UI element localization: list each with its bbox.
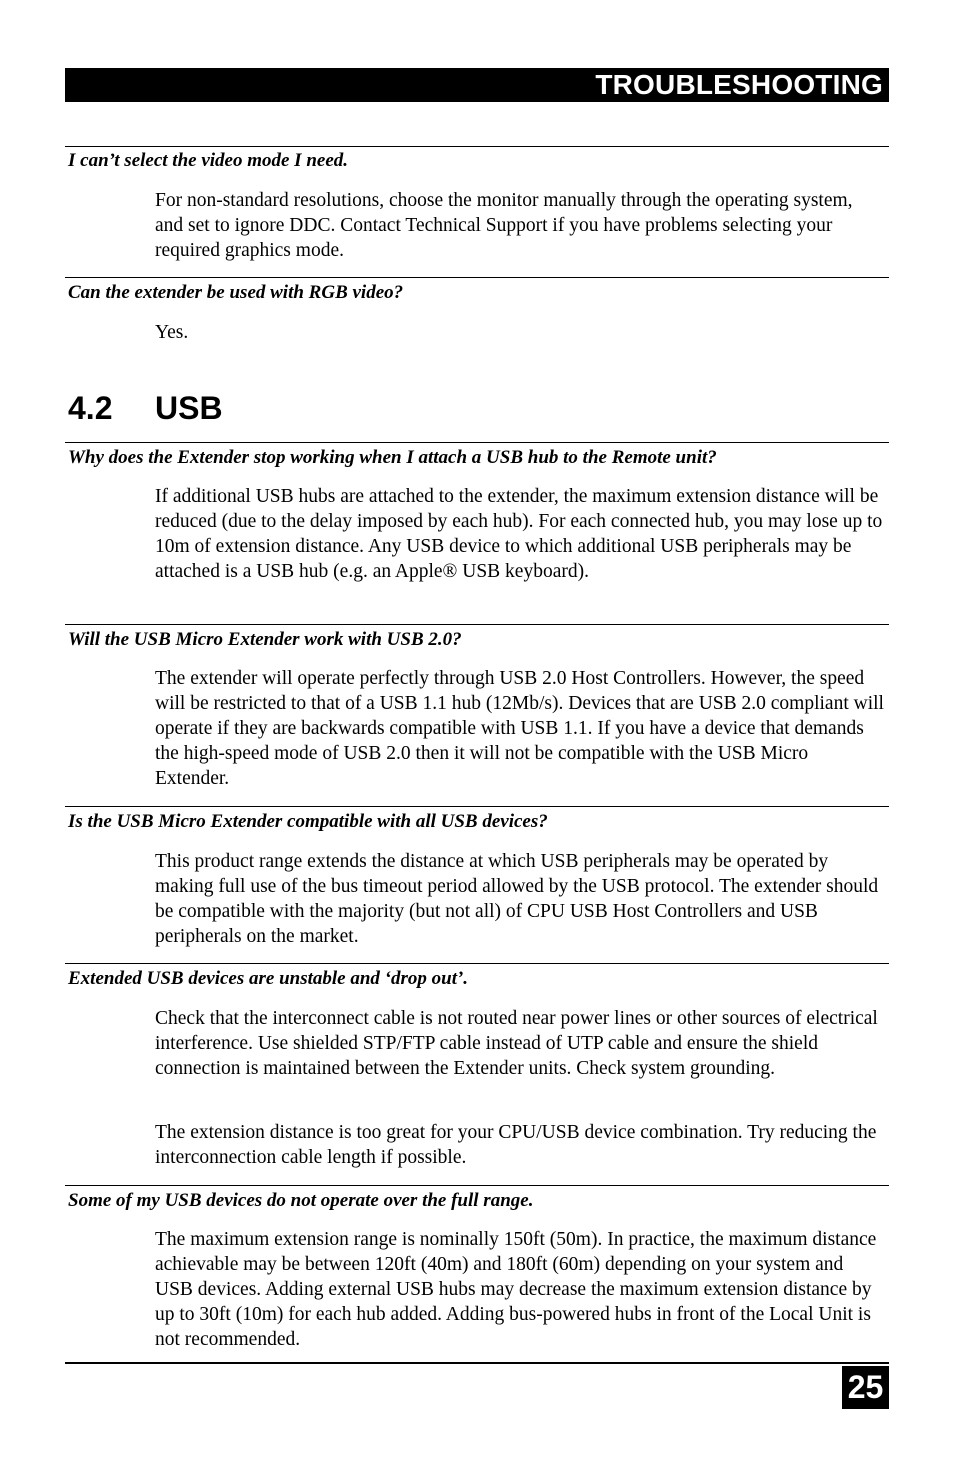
faq-answer: For non-standard resolutions, choose the monitor manually through the operating system, and set to ignore DDC. Contact Technical Support if you have problems selecting your required graphics mode. xyxy=(155,190,853,261)
divider xyxy=(65,277,889,278)
faq-question: Can the extender be used with RGB video? xyxy=(68,282,404,303)
faq-question: Is the USB Micro Extender compatible with all USB devices? xyxy=(68,811,548,832)
faq-answer: If additional USB hubs are attached to the extender, the maximum extension distance will be reduced (due to the delay imposed by each hub). For each connected hub, you may lose up to 10m of extension distance. Any USB device to which additional USB peripherals may be attached is a USB hub (e.g. an Apple® USB keyboard). xyxy=(155,486,883,582)
page-number: 25 xyxy=(847,1369,884,1405)
section-title: USB xyxy=(155,390,223,426)
header-title: TROUBLESHOOTING xyxy=(595,69,883,100)
page-header xyxy=(65,68,889,102)
faq-question: I can’t select the video mode I need. xyxy=(68,150,349,171)
faq-answer: The extender will operate perfectly through USB 2.0 Host Controllers. However, the speed will be restricted to that of a USB 1.1 hub (12Mb/s). Devices that are USB 2.0 compliant will operate if they are backwards compatible with USB 1.1. If you have a device that demands the high-speed mode of USB 2.0 then it will not be compatible with the USB Micro Extender. xyxy=(155,668,884,789)
divider xyxy=(65,624,889,625)
faq-question: Some of my USB devices do not operate over the full range. xyxy=(68,1190,534,1211)
faq-answer: Check that the interconnect cable is not routed near power lines or other sources of electrical interference. Use shielded STP/FTP cable instead of UTP cable and ensure the shield connection is maintained between the Extender units. Check system grounding. xyxy=(155,1008,878,1079)
divider xyxy=(65,1185,889,1186)
faq-answer: Yes. xyxy=(155,322,189,343)
faq-question: Extended USB devices are unstable and ‘drop out’. xyxy=(68,968,469,989)
faq-question: Will the USB Micro Extender work with USB 2.0? xyxy=(68,629,462,650)
divider xyxy=(65,806,889,807)
faq-answer: This product range extends the distance at which USB peripherals may be operated by making full use of the bus timeout period allowed by the USB protocol. The extender should be compatible with the majority (but not all) of CPU USB Host Controllers and USB peripherals on the market. xyxy=(155,851,879,947)
divider xyxy=(65,442,889,443)
page-number-box xyxy=(842,1366,889,1409)
divider xyxy=(65,146,889,147)
faq-answer: The extension distance is too great for your CPU/USB device combination. Try reducing the interconnection cable length if possible. xyxy=(155,1122,877,1168)
footer-divider xyxy=(65,1362,889,1364)
section-number: 4.2 xyxy=(68,390,113,426)
divider xyxy=(65,963,889,964)
section-heading xyxy=(68,389,223,427)
faq-answer: The maximum extension range is nominally 150ft (50m). In practice, the maximum distance achievable may be between 120ft (40m) and 180ft (60m) depending on your system and USB devices. Adding external USB hubs may decrease the maximum extension distance by up to 30ft (10m) for each hub added. Adding bus-powered hubs in front of the Local Unit is not recommended. xyxy=(155,1229,877,1350)
faq-question: Why does the Extender stop working when I attach a USB hub to the Remote unit? xyxy=(68,447,717,468)
